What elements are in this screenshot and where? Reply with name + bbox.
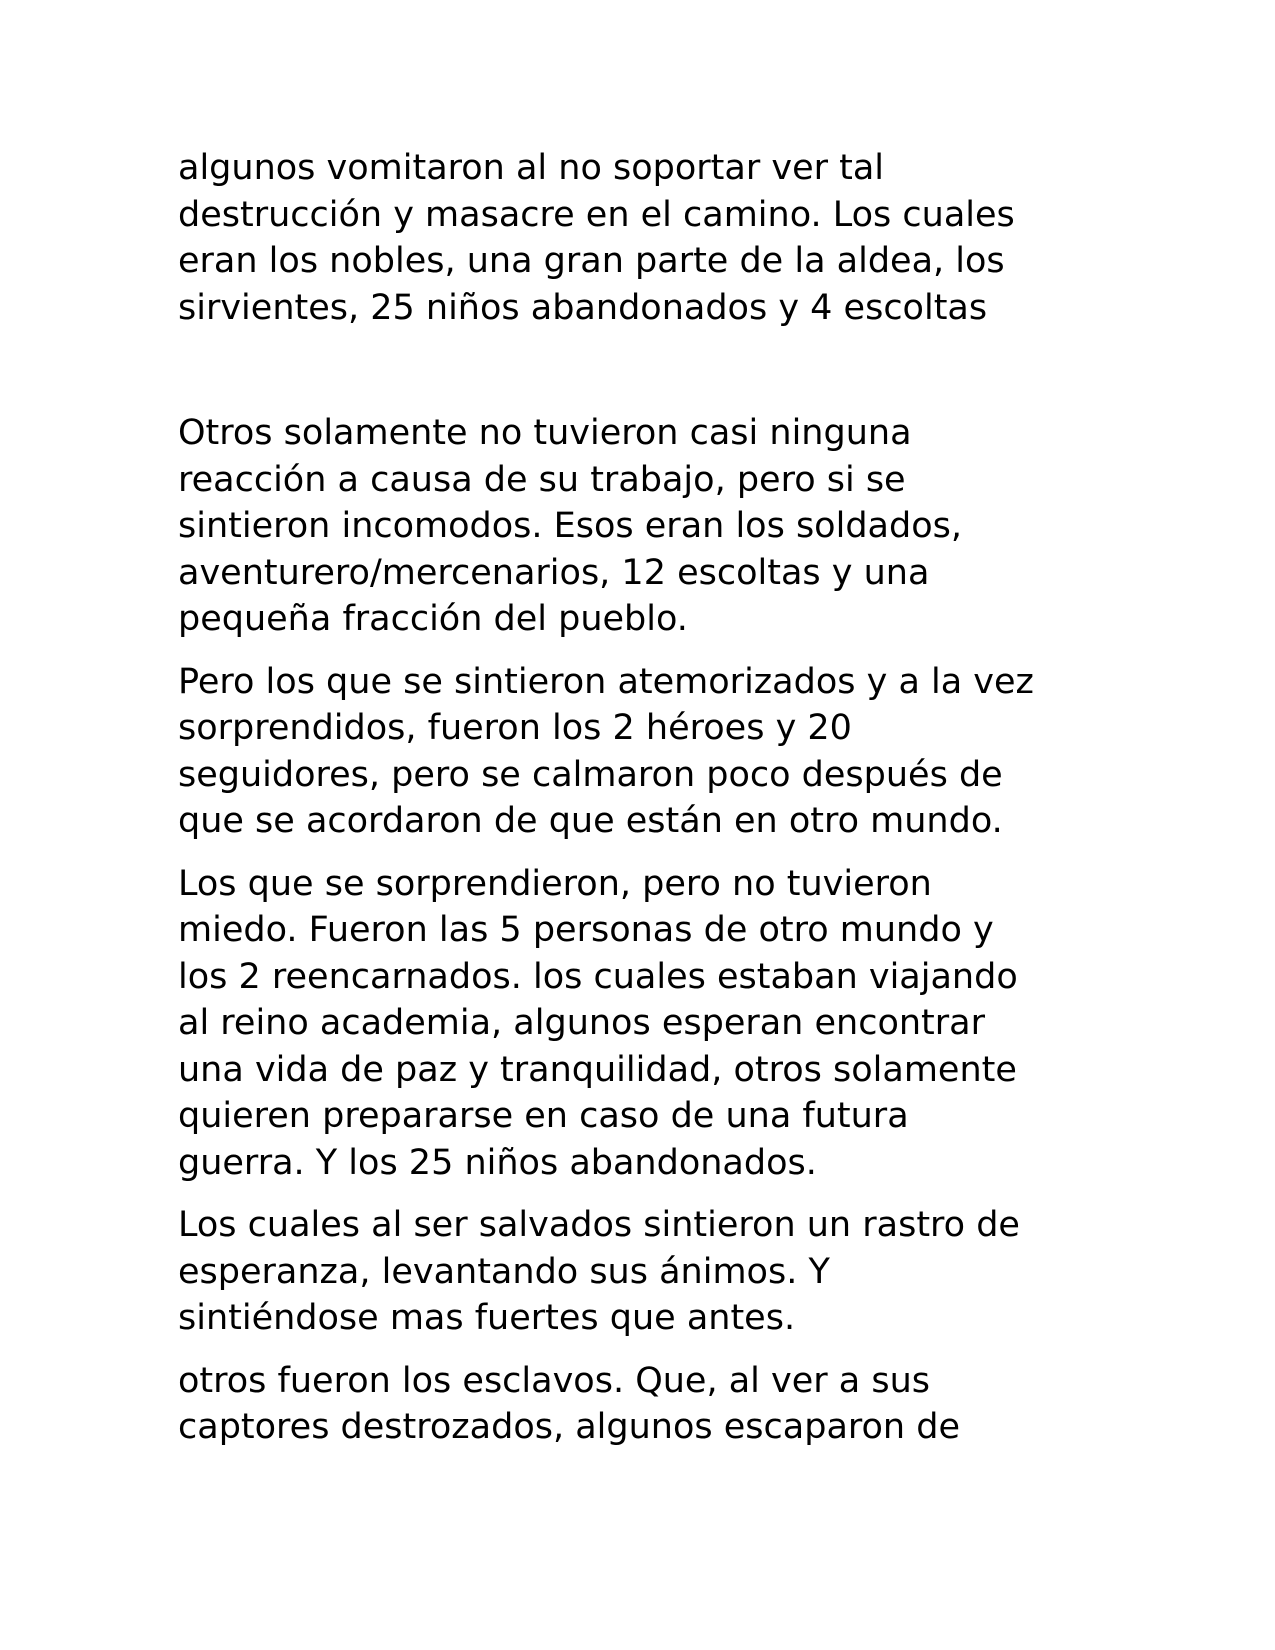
text-line: Pero los que se sintieron atemorizados y a la vez: [178, 661, 1034, 702]
text-line: Los que se sorprendieron, pero no tuvieron: [178, 863, 932, 904]
text-line: los 2 reencarnados. los cuales estaban viajando: [178, 956, 1018, 997]
paragraph-4: [178, 861, 1108, 1187]
text-line: captores destrozados, algunos escaparon de: [178, 1407, 960, 1447]
text-line: una vida de paz y tranquilidad, otros solamente: [178, 1049, 1017, 1090]
paragraph-5: [178, 1202, 1108, 1342]
text-line: sirvientes, 25 niños abandonados y 4 escoltas: [178, 287, 988, 328]
text-line: Los cuales al ser salvados sintieron un rastro de: [178, 1205, 1020, 1245]
paragraph-6: [178, 1358, 1108, 1451]
text-line: quieren prepararse en caso de una futura: [178, 1096, 909, 1136]
text-line: Otros solamente no tuvieron casi ninguna: [178, 413, 912, 453]
paragraph-1: [178, 145, 1108, 331]
text-line: destrucción y masacre en el camino. Los cuales: [178, 194, 1015, 235]
body-text: [178, 145, 1108, 1451]
text-line: al reino academia, algunos esperan encontrar: [178, 1003, 985, 1043]
text-line: que se acordaron de que están en otro mundo.: [178, 801, 1003, 841]
paragraph-2: [178, 410, 1108, 643]
text-line: otros fueron los esclavos. Que, al ver a sus: [178, 1360, 931, 1401]
text-line: algunos vomitaron al no soportar ver tal: [178, 148, 885, 188]
text-line: sintiéndose mas fuertes que antes.: [178, 1298, 796, 1338]
text-line: seguidores, pero se calmaron poco después de: [178, 754, 1003, 795]
text-line: pequeña fracción del pueblo.: [178, 599, 688, 639]
text-line: esperanza, levantando sus ánimos. Y: [178, 1251, 830, 1292]
text-line: reacción a causa de su trabajo, pero si se: [178, 459, 906, 500]
text-line: miedo. Fueron las 5 personas de otro mundo y: [178, 910, 994, 950]
text-line: guerra. Y los 25 niños abandonados.: [178, 1142, 817, 1183]
text-line: sorprendidos, fueron los 2 héroes y 20: [178, 708, 852, 748]
text-line: aventurero/mercenarios, 12 escoltas y una: [178, 552, 930, 593]
text-line: eran los nobles, una gran parte de la aldea, los: [178, 241, 1005, 281]
paragraph-3: [178, 659, 1108, 845]
text-line: sintieron incomodos. Esos eran los soldados,: [178, 506, 962, 546]
